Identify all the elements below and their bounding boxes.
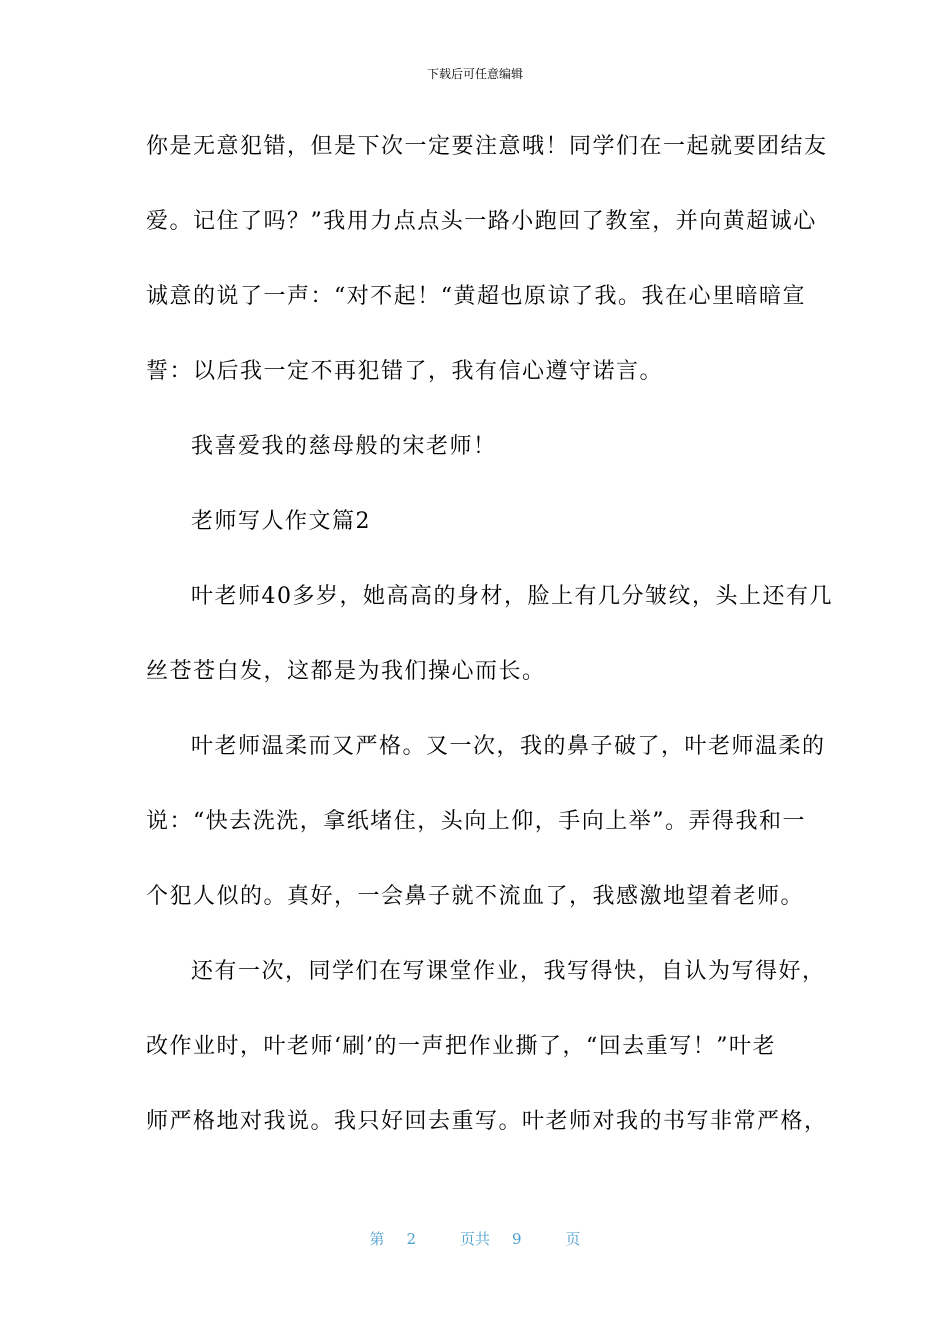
- text-line: 还有一次，同学们在写课堂作业，我写得快，自认为写得好，: [191, 959, 826, 984]
- text-line: 誓：以后我一定不再犯错了，我有信心遵守诺言。: [146, 359, 664, 384]
- text-line: 个犯人似的。真好，一会鼻子就不流血了，我感激地望着老师。: [146, 884, 805, 909]
- text-line: 说：“快去洗洗，拿纸堵住，头向上仰，手向上举”。弄得我和一: [146, 809, 806, 834]
- page-footer: [0, 1229, 950, 1249]
- text-line: 你是无意犯错，但是下次一定要注意哦！同学们在一起就要团结友: [146, 134, 828, 159]
- text-line: 我喜爱我的慈母般的宋老师！: [191, 434, 497, 459]
- text-line: 改作业时，叶老师‘刷’的一声把作业撕了，“回去重写！”叶老: [146, 1034, 776, 1059]
- page-total: 9: [512, 1230, 522, 1248]
- document-body: [146, 128, 833, 1178]
- text-line: 丝苍苍白发，这都是为我们操心而长。: [146, 659, 546, 684]
- page-current: 2: [406, 1230, 416, 1248]
- page-header: 下载后可任意编辑: [426, 67, 523, 81]
- page-label-mid: 页共: [459, 1230, 490, 1248]
- page-label-suffix: 页: [565, 1230, 581, 1248]
- page-label-prefix: 第: [369, 1230, 385, 1248]
- section-title: 老师写人作文篇2: [191, 509, 371, 534]
- text-line: 师严格地对我说。我只好回去重写。叶老师对我的书写非常严格，: [146, 1109, 828, 1134]
- text-line: 爱。记住了吗？”我用力点点头一路小跑回了教室，并向黄超诚心: [146, 209, 817, 234]
- text-line: 诚意的说了一声：“对不起！“黄超也原谅了我。我在心里暗暗宣: [146, 284, 806, 309]
- text-line: 叶老师40多岁，她高高的身材，脸上有几分皱纹，头上还有几: [191, 584, 833, 609]
- text-line: 叶老师温柔而又严格。又一次，我的鼻子破了，叶老师温柔的: [191, 734, 826, 759]
